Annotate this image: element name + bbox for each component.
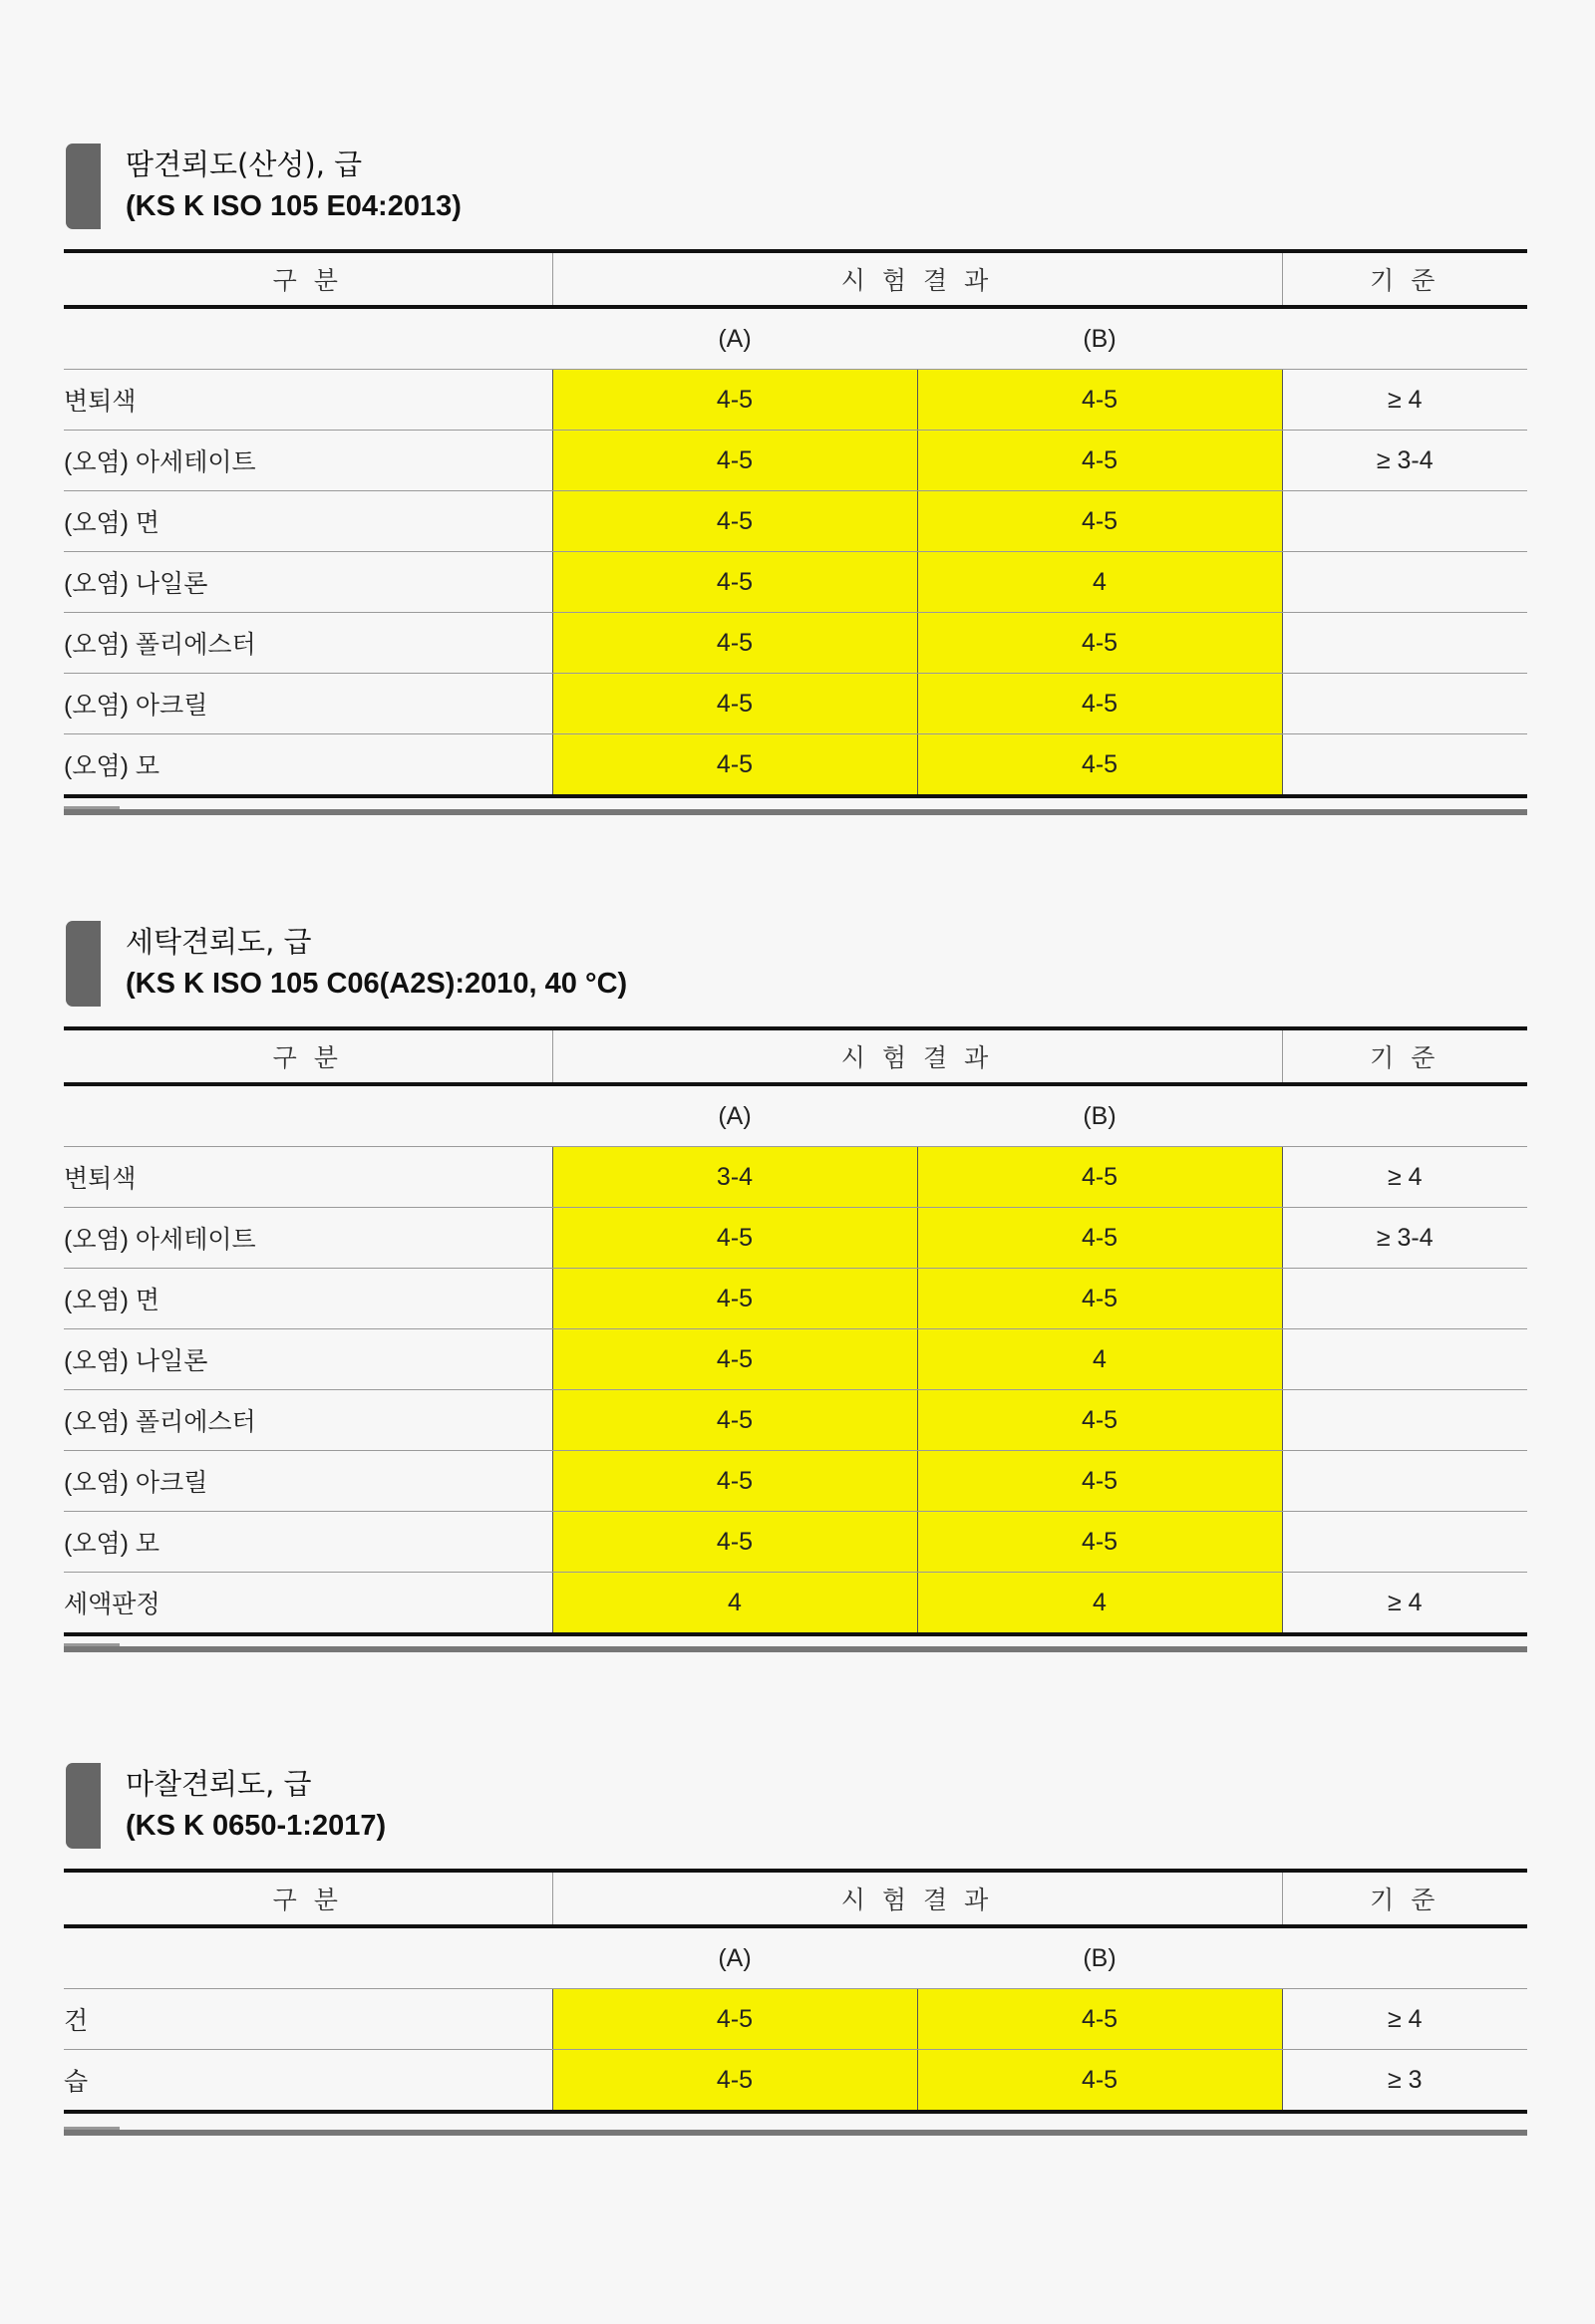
col-header-standard: 기 준 bbox=[1282, 1028, 1527, 1084]
section-title-line2: (KS K 0650-1:2017) bbox=[126, 1810, 387, 1842]
standard-value bbox=[1282, 674, 1527, 734]
row-label: 건 bbox=[64, 1989, 552, 2050]
subheader-b: (B) bbox=[917, 307, 1282, 370]
col-header-category: 구 분 bbox=[64, 1871, 552, 1926]
value-b: 4-5 bbox=[917, 1147, 1282, 1208]
section-title-line2: (KS K ISO 105 C06(A2S):2010, 40 °C) bbox=[126, 968, 628, 1000]
value-a: 3-4 bbox=[552, 1147, 917, 1208]
section-washing-fastness bbox=[64, 921, 1527, 1618]
row-label: (오염) 아크릴 bbox=[64, 1451, 552, 1512]
table-header-row bbox=[64, 1871, 1527, 1926]
row-label: 변퇴색 bbox=[64, 1147, 552, 1208]
row-label: (오염) 모 bbox=[64, 734, 552, 797]
standard-value bbox=[1282, 1329, 1527, 1390]
row-label: (오염) 아세테이트 bbox=[64, 431, 552, 491]
table-row bbox=[64, 734, 1527, 797]
row-label: 습 bbox=[64, 2050, 552, 2113]
value-b: 4 bbox=[917, 552, 1282, 613]
subheader-a: (A) bbox=[552, 1926, 917, 1989]
row-label: (오염) 나일론 bbox=[64, 552, 552, 613]
section-title bbox=[126, 144, 462, 227]
standard-value bbox=[1282, 1512, 1527, 1573]
value-a: 4 bbox=[552, 1573, 917, 1635]
section-marker bbox=[66, 921, 101, 1007]
section-footer-bar bbox=[64, 1646, 1527, 1652]
col-header-category: 구 분 bbox=[64, 1028, 552, 1084]
standard-value bbox=[1282, 1451, 1527, 1512]
section-rubbing-fastness bbox=[64, 1763, 1527, 2096]
table-row bbox=[64, 1147, 1527, 1208]
standard-value: ≥ 4 bbox=[1282, 370, 1527, 431]
col-header-standard: 기 준 bbox=[1282, 1871, 1527, 1926]
table-row bbox=[64, 552, 1527, 613]
row-label: (오염) 아세테이트 bbox=[64, 1208, 552, 1269]
section-header bbox=[64, 921, 1527, 1020]
value-a: 4-5 bbox=[552, 370, 917, 431]
col-header-results: 시 험 결 과 bbox=[552, 1028, 1282, 1084]
value-b: 4 bbox=[917, 1573, 1282, 1635]
value-a: 4-5 bbox=[552, 1269, 917, 1329]
table-row bbox=[64, 1573, 1527, 1635]
table-row bbox=[64, 1208, 1527, 1269]
standard-value bbox=[1282, 552, 1527, 613]
value-a: 4-5 bbox=[552, 1329, 917, 1390]
subheader-row bbox=[64, 307, 1527, 370]
table-row bbox=[64, 1329, 1527, 1390]
section-marker bbox=[66, 144, 101, 229]
standard-value bbox=[1282, 1390, 1527, 1451]
value-b: 4-5 bbox=[917, 1451, 1282, 1512]
section-marker bbox=[66, 1763, 101, 1849]
row-label: (오염) 모 bbox=[64, 1512, 552, 1573]
section-title-line1: 마찰견뢰도, 급 bbox=[126, 1767, 312, 1801]
table-row bbox=[64, 1512, 1527, 1573]
standard-value bbox=[1282, 491, 1527, 552]
standard-value bbox=[1282, 613, 1527, 674]
value-a: 4-5 bbox=[552, 2050, 917, 2113]
value-b: 4-5 bbox=[917, 2050, 1282, 2113]
standard-value bbox=[1282, 1269, 1527, 1329]
value-b: 4-5 bbox=[917, 734, 1282, 797]
value-a: 4-5 bbox=[552, 1512, 917, 1573]
table-header-row bbox=[64, 1028, 1527, 1084]
row-label: 세액판정 bbox=[64, 1573, 552, 1635]
value-a: 4-5 bbox=[552, 1390, 917, 1451]
standard-value: ≥ 3-4 bbox=[1282, 1208, 1527, 1269]
standard-value: ≥ 4 bbox=[1282, 1989, 1527, 2050]
subheader-row bbox=[64, 1926, 1527, 1989]
table-row bbox=[64, 2050, 1527, 2113]
value-a: 4-5 bbox=[552, 491, 917, 552]
col-header-results: 시 험 결 과 bbox=[552, 251, 1282, 307]
table-row bbox=[64, 674, 1527, 734]
table-row bbox=[64, 491, 1527, 552]
standard-value: ≥ 3 bbox=[1282, 2050, 1527, 2113]
row-label: (오염) 면 bbox=[64, 1269, 552, 1329]
value-a: 4-5 bbox=[552, 613, 917, 674]
table-row bbox=[64, 1451, 1527, 1512]
section-perspiration-fastness bbox=[64, 144, 1527, 780]
value-a: 4-5 bbox=[552, 1208, 917, 1269]
value-a: 4-5 bbox=[552, 734, 917, 797]
results-table bbox=[64, 1026, 1527, 1636]
subheader-b: (B) bbox=[917, 1084, 1282, 1147]
row-label: 변퇴색 bbox=[64, 370, 552, 431]
value-b: 4-5 bbox=[917, 491, 1282, 552]
row-label: (오염) 폴리에스터 bbox=[64, 613, 552, 674]
table-row bbox=[64, 431, 1527, 491]
value-b: 4-5 bbox=[917, 1208, 1282, 1269]
section-header bbox=[64, 1763, 1527, 1863]
table-row bbox=[64, 370, 1527, 431]
section-title-line1: 세탁견뢰도, 급 bbox=[126, 925, 312, 959]
subheader-a: (A) bbox=[552, 307, 917, 370]
table-header-row bbox=[64, 251, 1527, 307]
subheader-row bbox=[64, 1084, 1527, 1147]
standard-value: ≥ 3-4 bbox=[1282, 431, 1527, 491]
section-title bbox=[126, 1763, 386, 1847]
table-row bbox=[64, 1269, 1527, 1329]
value-b: 4-5 bbox=[917, 370, 1282, 431]
standard-value: ≥ 4 bbox=[1282, 1573, 1527, 1635]
value-a: 4-5 bbox=[552, 552, 917, 613]
value-b: 4-5 bbox=[917, 1512, 1282, 1573]
value-b: 4-5 bbox=[917, 431, 1282, 491]
standard-value bbox=[1282, 734, 1527, 797]
section-footer-bar bbox=[64, 809, 1527, 815]
value-a: 4-5 bbox=[552, 431, 917, 491]
value-b: 4-5 bbox=[917, 1989, 1282, 2050]
row-label: (오염) 폴리에스터 bbox=[64, 1390, 552, 1451]
value-b: 4-5 bbox=[917, 1269, 1282, 1329]
subheader-b: (B) bbox=[917, 1926, 1282, 1989]
subheader-a: (A) bbox=[552, 1084, 917, 1147]
section-header bbox=[64, 144, 1527, 243]
results-table bbox=[64, 249, 1527, 798]
row-label: (오염) 면 bbox=[64, 491, 552, 552]
col-header-standard: 기 준 bbox=[1282, 251, 1527, 307]
value-a: 4-5 bbox=[552, 1451, 917, 1512]
standard-value: ≥ 4 bbox=[1282, 1147, 1527, 1208]
results-table bbox=[64, 1869, 1527, 2114]
value-b: 4-5 bbox=[917, 1390, 1282, 1451]
value-b: 4-5 bbox=[917, 613, 1282, 674]
section-title bbox=[126, 921, 627, 1005]
section-title-line1: 땀견뢰도(산성), 급 bbox=[126, 147, 363, 181]
value-b: 4 bbox=[917, 1329, 1282, 1390]
table-row bbox=[64, 613, 1527, 674]
section-footer-bar bbox=[64, 2130, 1527, 2136]
col-header-results: 시 험 결 과 bbox=[552, 1871, 1282, 1926]
section-title-line2: (KS K ISO 105 E04:2013) bbox=[126, 190, 462, 222]
row-label: (오염) 나일론 bbox=[64, 1329, 552, 1390]
row-label: (오염) 아크릴 bbox=[64, 674, 552, 734]
col-header-category: 구 분 bbox=[64, 251, 552, 307]
value-a: 4-5 bbox=[552, 674, 917, 734]
table-row bbox=[64, 1989, 1527, 2050]
value-b: 4-5 bbox=[917, 674, 1282, 734]
value-a: 4-5 bbox=[552, 1989, 917, 2050]
table-row bbox=[64, 1390, 1527, 1451]
